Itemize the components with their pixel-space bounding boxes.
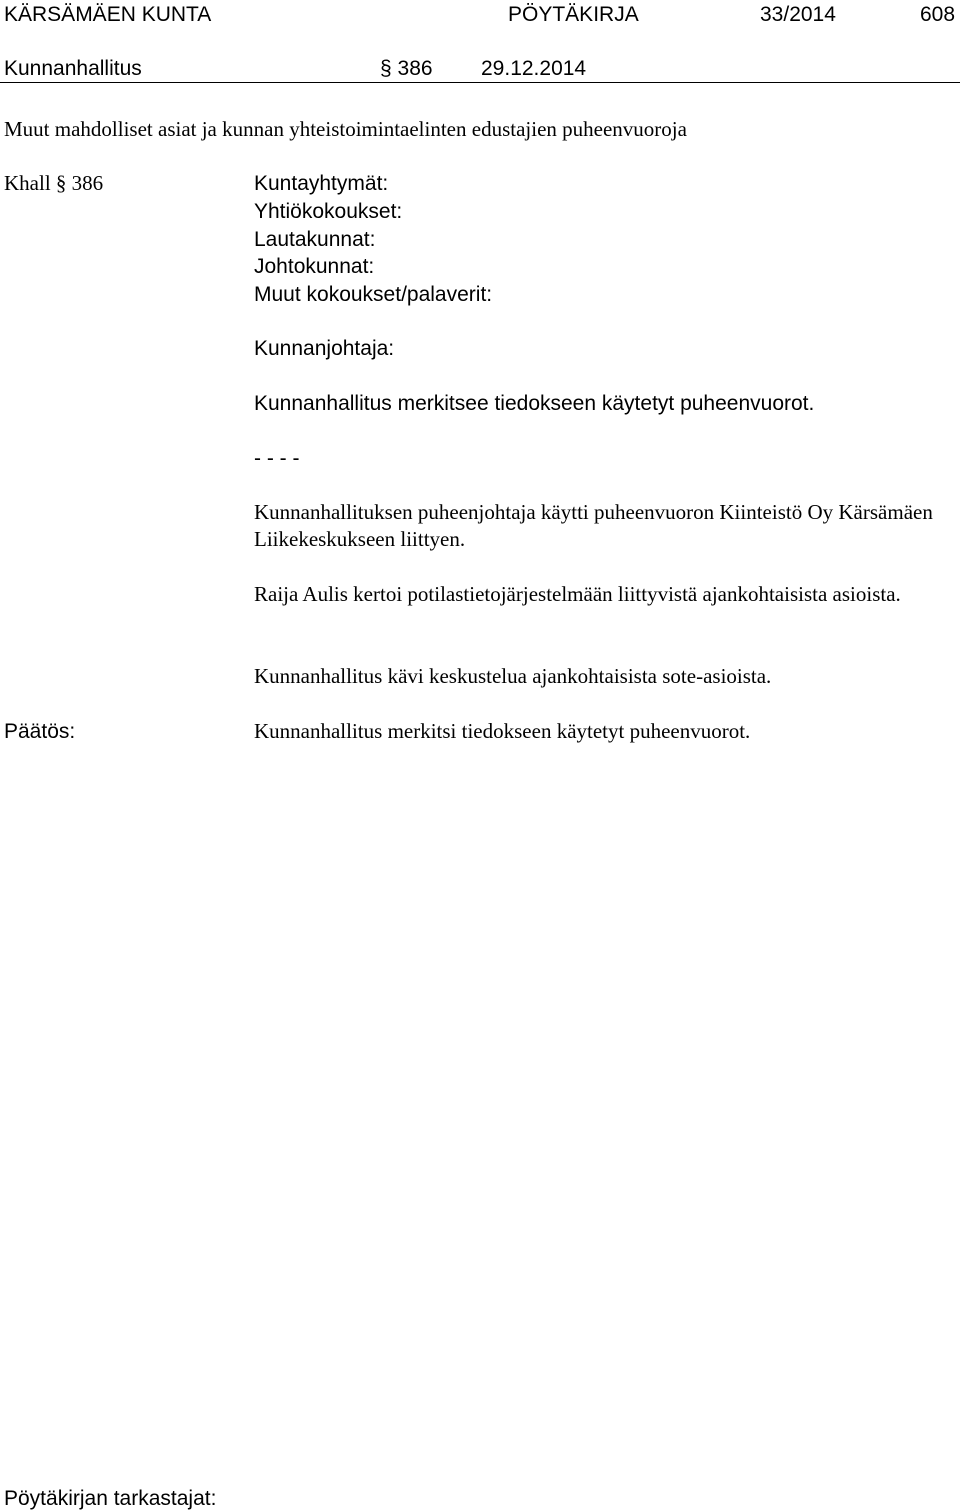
municipality-name: KÄRSÄMÄEN KUNTA — [4, 3, 212, 26]
paragraph: Kunnanhallituksen puheenjohtaja käytti puheenvuoron Kiinteistö Oy Kärsämäen Liikekeskukseen liittyen. — [254, 500, 933, 551]
separator: - - - - — [254, 447, 300, 470]
footer-reviewers: Pöytäkirjan tarkastajat: — [4, 1487, 217, 1510]
decision-text: Kunnanhallitus merkitsi tiedokseen käytetyt puheenvuorot. — [254, 719, 751, 743]
header-divider — [0, 82, 960, 83]
page-number: 608 — [920, 3, 956, 26]
document-number: 33/2014 — [760, 3, 836, 26]
meeting-type-item: Yhtiökokoukset: — [254, 200, 403, 223]
manager-label: Kunnanjohtaja: — [254, 337, 395, 360]
section-reference: Khall § 386 — [4, 171, 104, 195]
meeting-type-item: Kuntayhtymät: — [254, 172, 389, 195]
paragraph: Kunnanhallitus kävi keskustelua ajankohtaisista sote-asioista. — [254, 664, 772, 688]
document-type: PÖYTÄKIRJA — [508, 3, 639, 26]
section-number: § 386 — [380, 57, 433, 80]
proposal-text: Kunnanhallitus merkitsee tiedokseen käytetyt puheenvuorot. — [254, 392, 815, 415]
meeting-type-item: Muut kokoukset/palaverit: — [254, 283, 493, 306]
governing-body: Kunnanhallitus — [4, 57, 142, 80]
meeting-type-item: Johtokunnat: — [254, 255, 375, 278]
decision-label: Päätös: — [4, 720, 76, 743]
meeting-type-item: Lautakunnat: — [254, 228, 376, 251]
paragraph: Raija Aulis kertoi potilastietojärjestelmään liittyvistä ajankohtaisista asioista. — [254, 582, 901, 606]
page-title: Muut mahdolliset asiat ja kunnan yhteistoimintaelinten edustajien puheenvuoroja — [4, 117, 687, 141]
meeting-date: 29.12.2014 — [481, 57, 587, 80]
